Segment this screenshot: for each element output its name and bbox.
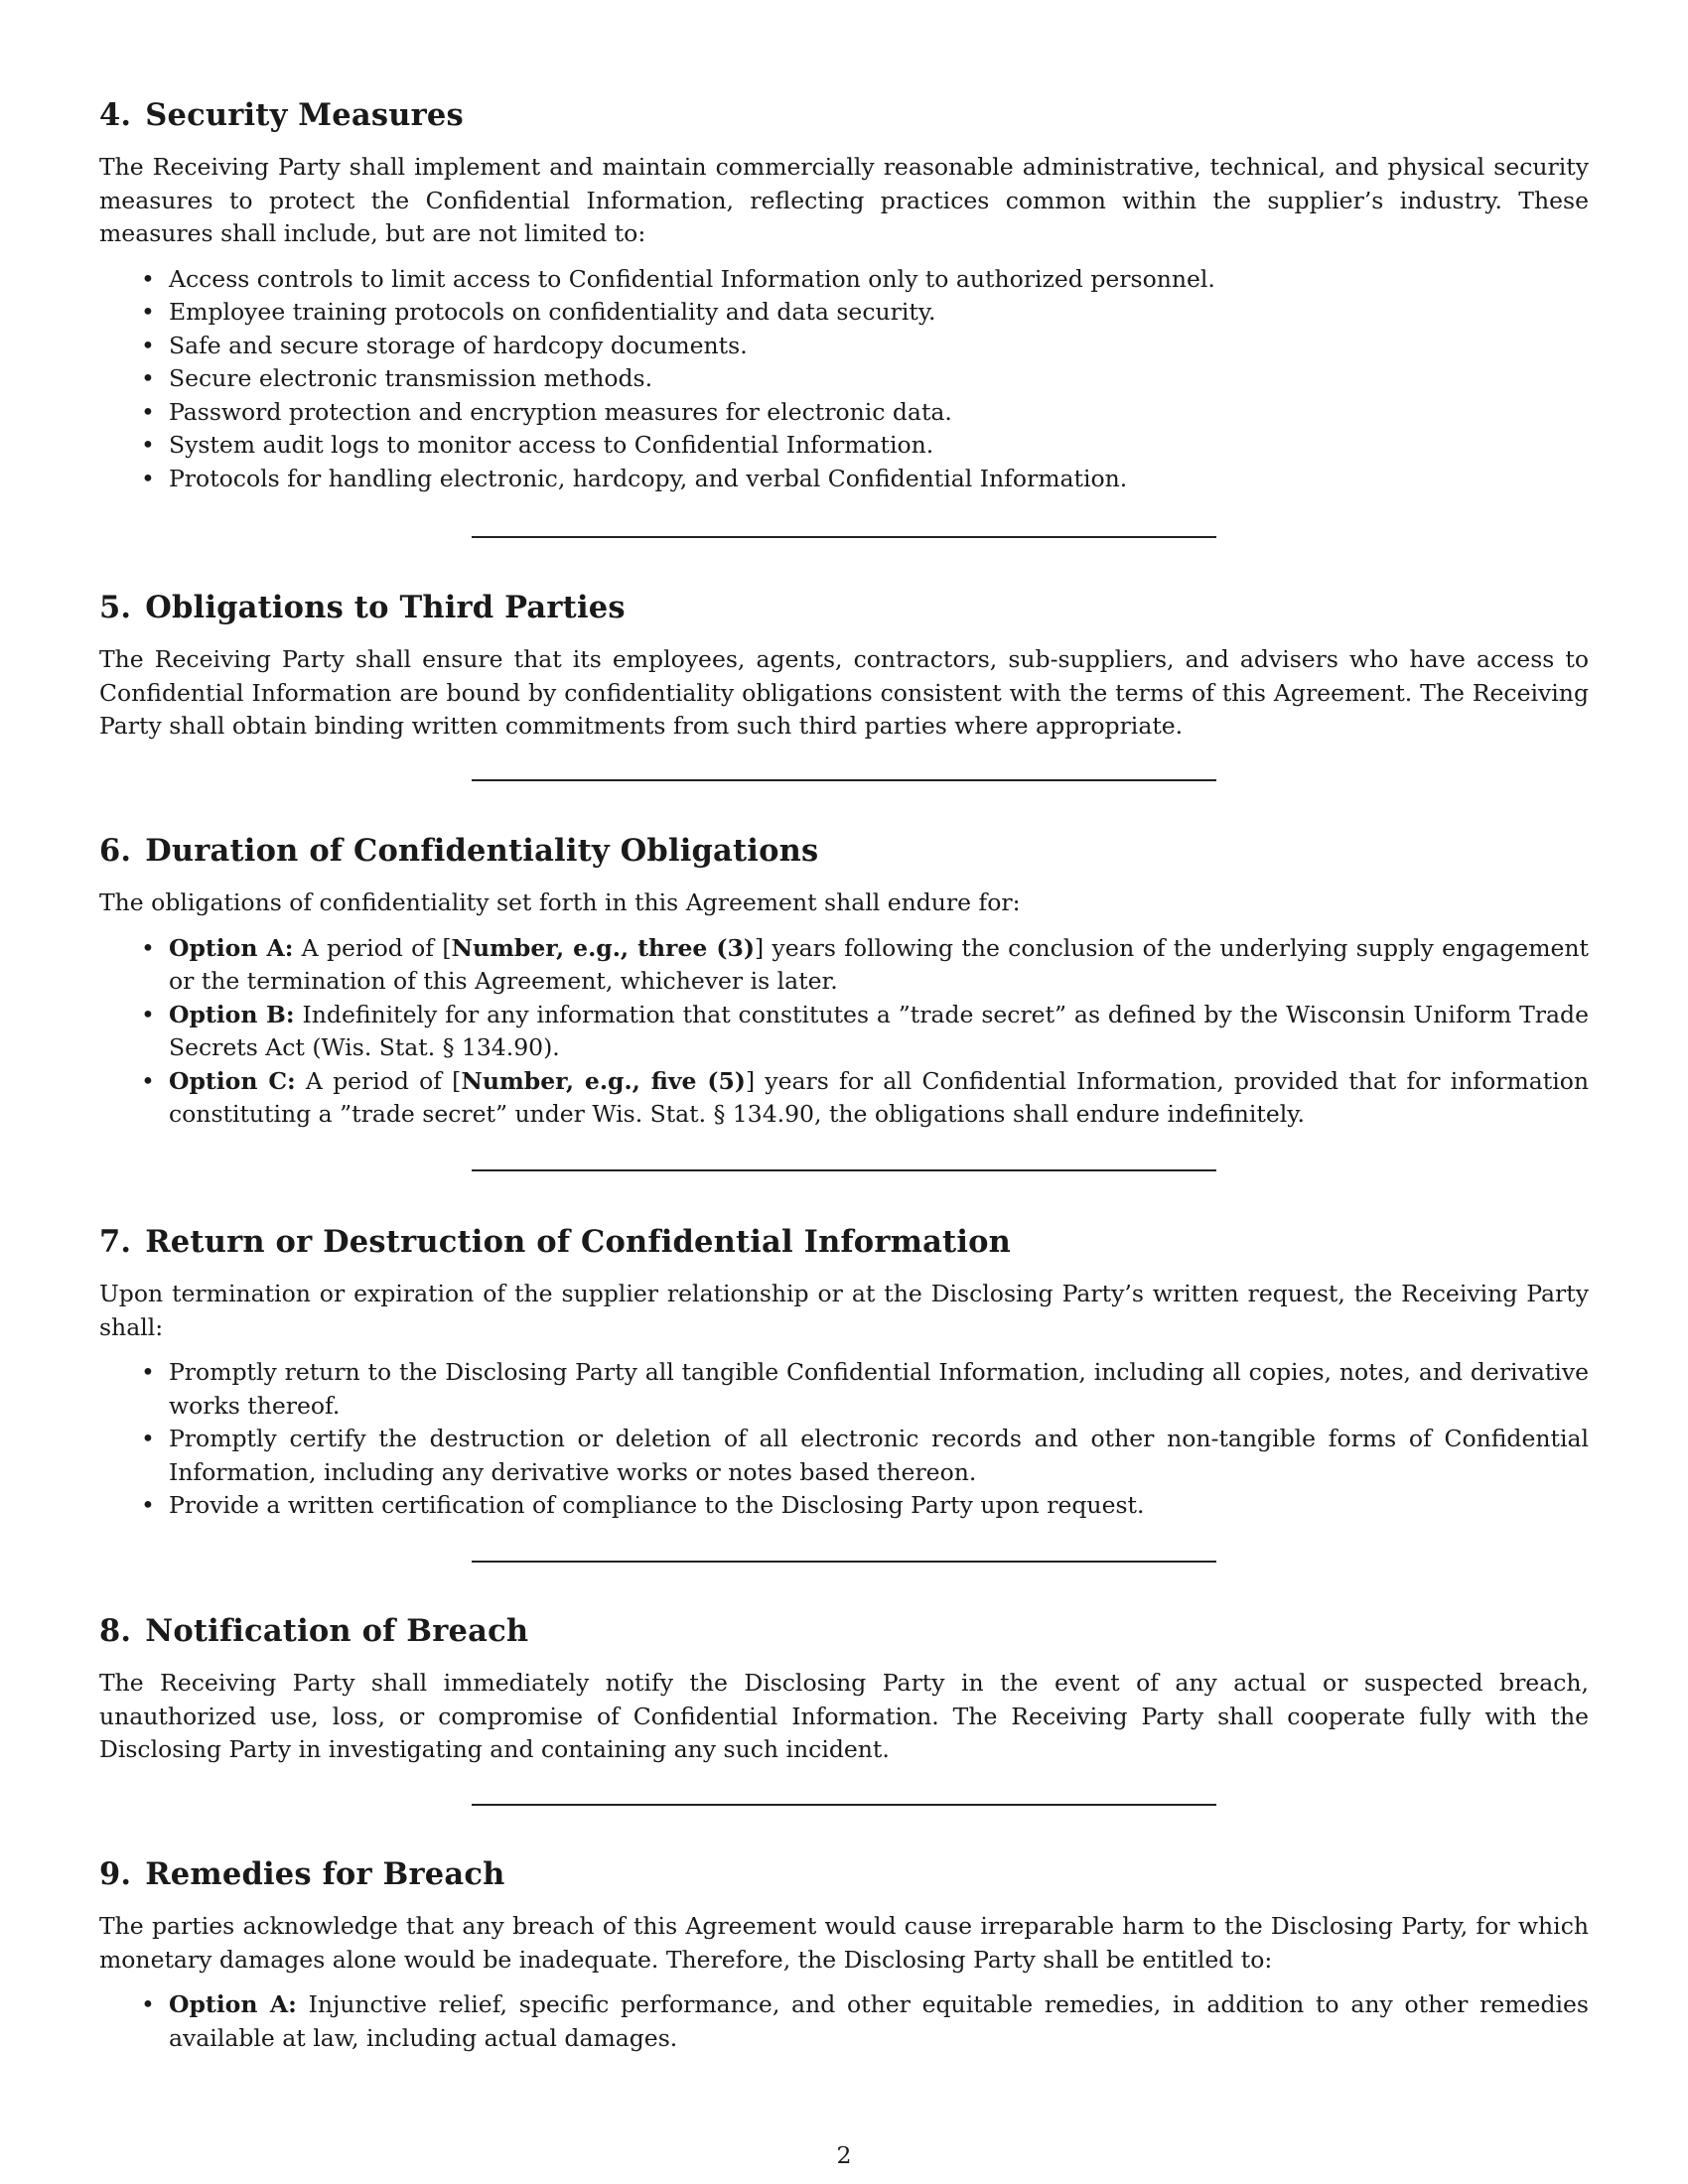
section-9 <box>99 1854 1589 2055</box>
horizontal-divider <box>472 779 1216 781</box>
option-label: Option B: <box>169 1000 295 1028</box>
section-heading <box>99 1854 1589 1894</box>
option-placeholder: Number, e.g., five (5) <box>461 1066 746 1095</box>
horizontal-divider <box>472 536 1216 538</box>
section-title: Remedies for Breach <box>145 1856 505 1892</box>
section-number: 4. <box>99 97 132 133</box>
option-item <box>169 999 1589 1065</box>
option-item <box>169 932 1589 999</box>
list-item: • Provide a written certification of compliance to the Disclosing Party upon request. <box>169 1489 1589 1523</box>
horizontal-divider <box>472 1169 1216 1171</box>
list-item: • System audit logs to monitor access to Confidential Information. <box>169 429 1589 463</box>
section-paragraph: The parties acknowledge that any breach of this Agreement would cause irreparable harm to the Disclosing Party, for which monetary damages alone would be inadequate. Therefore, the Disclosing Party shall be entitled to: <box>99 1912 1589 1974</box>
section-number: 5. <box>99 590 132 625</box>
option-label: Option A: <box>169 1990 297 2018</box>
section-heading <box>99 1222 1589 1262</box>
section-5 <box>99 588 1589 755</box>
section-heading <box>99 95 1589 135</box>
list-item: • Promptly return to the Disclosing Party all tangible Confidential Information, including all copies, notes, and derivative works thereof. <box>169 1356 1589 1423</box>
option-list <box>99 1988 1589 2055</box>
section-heading <box>99 831 1589 871</box>
section-title: Obligations to Third Parties <box>145 590 626 625</box>
section-title: Notification of Breach <box>145 1613 529 1649</box>
bullet-list <box>99 1356 1589 1523</box>
section-heading <box>99 588 1589 627</box>
section-number: 8. <box>99 1613 132 1649</box>
section-8 <box>99 1611 1589 1779</box>
option-text: Injunctive relief, specific performance, and other equitable remedies, in addition to any other remedies available at law, including actual damages. <box>169 1990 1589 2052</box>
list-item: • Promptly certify the destruction or deletion of all electronic records and other non-tangible forms of Confidential Information, including any derivative works or notes based thereon. <box>169 1423 1589 1489</box>
option-text: Indefinitely for any information that constitutes a ”trade secret” as defined by the Wisconsin Uniform Trade Secrets Act (Wis. Stat. § 134.90). <box>169 1000 1590 1061</box>
horizontal-divider <box>472 1561 1216 1563</box>
page-number: 2 <box>836 2141 852 2169</box>
section-paragraph: The Receiving Party shall ensure that its employees, agents, contractors, sub-suppliers, and advisers who have access to Confidential Information are bound by confidentiality obligations consistent with the terms of this Agreement. The Receiving Party shall obtain binding written commitments from such third parties where appropriate. <box>99 645 1589 740</box>
list-item: • Secure electronic transmission methods. <box>169 362 1589 396</box>
section-number: 9. <box>99 1856 132 1892</box>
option-item <box>169 1988 1589 2055</box>
section-6 <box>99 831 1589 1132</box>
list-item: • Protocols for handling electronic, hardcopy, and verbal Confidential Information. <box>169 463 1589 496</box>
section-heading <box>99 1611 1589 1651</box>
option-label: Option A: <box>169 933 294 962</box>
list-item: • Employee training protocols on confidentiality and data security. <box>169 296 1589 330</box>
section-paragraph: Upon termination or expiration of the supplier relationship or at the Disclosing Party’s written request, the Receiving Party shall: <box>99 1280 1589 1341</box>
list-item: • Password protection and encryption measures for electronic data. <box>169 396 1589 430</box>
option-label: Option C: <box>169 1066 296 1095</box>
option-text: A period of [ <box>295 1066 462 1095</box>
option-list <box>99 932 1589 1132</box>
section-number: 7. <box>99 1224 132 1260</box>
section-title: Return or Destruction of Confidential Information <box>145 1224 1012 1260</box>
list-item: • Access controls to limit access to Confidential Information only to authorized personnel. <box>169 263 1589 297</box>
option-text: ] years following the conclusion of the underlying supply engagement or the termination of this Agreement, whichever is later. <box>169 933 1589 995</box>
section-number: 6. <box>99 833 132 869</box>
section-4 <box>99 95 1589 495</box>
section-paragraph: The Receiving Party shall implement and maintain commercially reasonable administrative, technical, and physical security measures to protect the Confidential Information, reflecting practices common within the supplier’s industry. These measures shall include, but are not limited to: <box>99 153 1589 247</box>
option-text: A period of [ <box>293 933 452 962</box>
section-paragraph: The obligations of confidentiality set forth in this Agreement shall endure for: <box>99 888 1021 916</box>
section-title: Duration of Confidentiality Obligations <box>145 833 819 869</box>
option-placeholder: Number, e.g., three (3) <box>451 933 755 962</box>
option-text: ] years for all Confidential Information, provided that for information constituting a ”trade secret” under Wis. Stat. § 134.90, the obligations shall endure indefinitely. <box>169 1066 1589 1128</box>
horizontal-divider <box>472 1804 1216 1806</box>
bullet-list <box>99 263 1589 496</box>
section-7 <box>99 1222 1589 1523</box>
option-item <box>169 1065 1589 1132</box>
section-title: Security Measures <box>145 97 464 133</box>
section-paragraph: The Receiving Party shall immediately notify the Disclosing Party in the event of any actual or suspected breach, unauthorized use, loss, or compromise of Confidential Information. The Receiving Party shall cooperate fully with the Disclosing Party in investigating and containing any such incident. <box>99 1669 1589 1763</box>
list-item: • Safe and secure storage of hardcopy documents. <box>169 330 1589 363</box>
